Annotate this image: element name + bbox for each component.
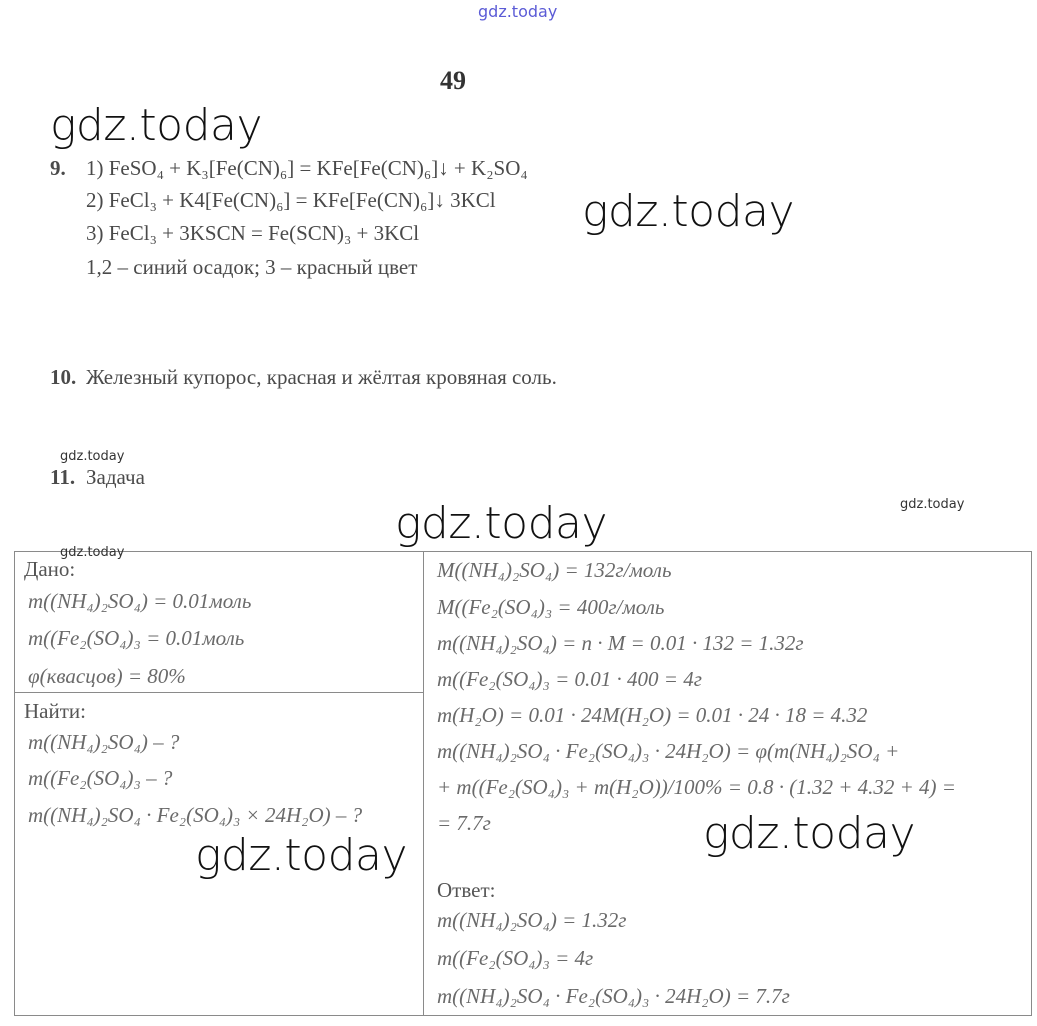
task9-line: 2) FeCl₃ + K4[Fe(CN)₆] = KFe[Fe(CN)₆]↓ 3KCl [86, 188, 496, 212]
solution-line: M((NH₄)₂SO₄) = 132г/моль [437, 558, 672, 582]
find-line: m((NH₄)₂SO₄ · Fe₂(SO₄)₃ × 24H₂O) – ? [28, 803, 363, 827]
watermark-top: gdz.today [478, 2, 558, 21]
find-line: m((NH₄)₂SO₄) – ? [28, 730, 180, 754]
watermark-big: gdz.today [195, 830, 408, 881]
watermark-small: gdz.today [60, 449, 125, 464]
watermark-small: gdz.today [900, 497, 965, 512]
task9-line: 3) FeCl₃ + 3KSCN = Fe(SCN)₃ + 3KCl [86, 221, 420, 245]
solution-line: + m((Fe₂(SO₄)₃ + m(H₂O))/100% = 0.8 · (1.32 + 4.32 + 4) = [437, 775, 956, 799]
given-header: Дано: [24, 557, 76, 581]
answer-line: m((Fe₂(SO₄)₃ = 4г [437, 946, 594, 970]
task11-number: 11. [50, 465, 76, 489]
watermark-small: gdz.today [60, 545, 125, 560]
page-number: 49 [440, 66, 466, 95]
task11-text: Задача [86, 465, 145, 489]
given-line: m((NH₄)₂SO₄) = 0.01моль [28, 589, 252, 613]
watermark-big: gdz.today [703, 808, 916, 859]
watermark-big: gdz.today [395, 498, 608, 549]
task10-text: Железный купорос, красная и жёлтая кровяная соль. [86, 365, 557, 389]
task9-line: 1) FeSO₄ + K₃[Fe(CN)₆] = KFe[Fe(CN)₆]↓ + K₂SO₄ [86, 156, 528, 180]
solution-line: m((NH₄)₂SO₄) = n · M = 0.01 · 132 = 1.32г [437, 631, 804, 655]
solution-line: m((NH₄)₂SO₄ · Fe₂(SO₄)₃ · 24H₂O) = φ(m(NH₄)₂SO₄ + [437, 739, 900, 763]
task10-number: 10. [50, 365, 77, 389]
find-header: Найти: [24, 699, 86, 723]
watermark-big: gdz.today [50, 100, 263, 151]
answer-header: Ответ: [437, 878, 496, 902]
task9-line: 1,2 – синий осадок; 3 – красный цвет [86, 255, 418, 279]
given-line: φ(квасцов) = 80% [28, 664, 186, 688]
solution-line: m(H₂O) = 0.01 · 24M(H₂O) = 0.01 · 24 · 18 = 4.32 [437, 703, 868, 727]
find-line: m((Fe₂(SO₄)₃ – ? [28, 766, 173, 790]
watermark-big: gdz.today [582, 186, 795, 237]
answer-line: m((NH₄)₂SO₄ · Fe₂(SO₄)₃ · 24H₂O) = 7.7г [437, 984, 790, 1008]
answer-line: m((NH₄)₂SO₄) = 1.32г [437, 908, 627, 932]
solution-line: M((Fe₂(SO₄)₃ = 400г/моль [437, 595, 665, 619]
given-line: m((Fe₂(SO₄)₃ = 0.01моль [28, 626, 245, 650]
task9-number: 9. [50, 156, 66, 180]
solution-line: m((Fe₂(SO₄)₃ = 0.01 · 400 = 4г [437, 667, 702, 691]
solution-line: = 7.7г [437, 811, 491, 835]
